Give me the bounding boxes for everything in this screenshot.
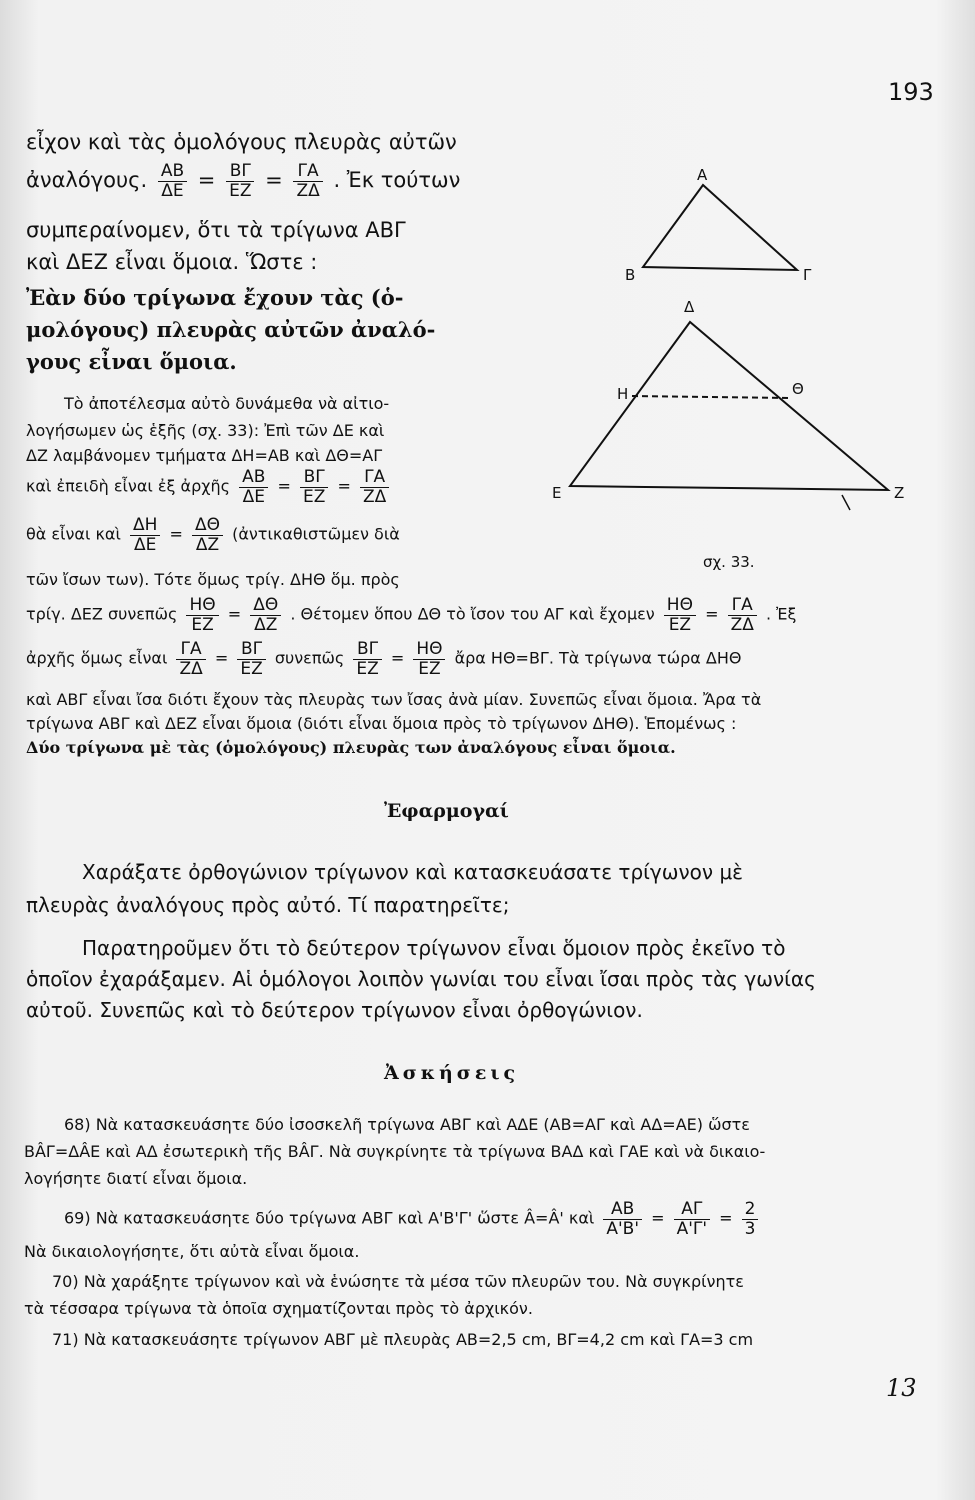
applications-heading: Ἐφαρμογαί [384, 800, 509, 822]
proof-line3: ΔΖ λαμβάνομεν τμήματα ΔΗ=ΑΒ καὶ ΔΘ=ΑΓ [26, 446, 383, 465]
theorem-line2: μολόγους) πλευρὰς αὐτῶν ἀναλό- [26, 317, 436, 342]
triangle-abg [643, 185, 797, 270]
theorem-line3: γους εἶναι ὅμοια. [26, 349, 237, 374]
applications-p1a: Χαράξατε ὀρθογώνιον τρίγωνον καὶ κατασκευάσατε τρίγωνον μὲ [82, 860, 743, 884]
exercise-68-line3: λογήσητε διατί εἶναι ὅμοια. [24, 1169, 248, 1188]
fraction-dh-de: $\frac{\Delta H}{\Delta E}$ [130, 516, 160, 554]
proof-line8: ἀρχῆς ὅμως εἶναι $\frac{\Gamma A}{Z\Delta}$ = $\frac{B\Gamma}{EZ}$ συνεπῶς $\frac{B\Gamma}{EZ}$ = $\frac{H\Theta}{EZ}$ ἄρα ΗΘ=ΒΓ. Τὰ τρίγωνα τώρα ΔΗΘ [26, 639, 742, 679]
fraction-ga-zd-2: $\frac{\Gamma A}{Z\Delta}$ [360, 468, 389, 506]
fraction-bg-ez-2: $\frac{B\Gamma}{EZ}$ [300, 468, 328, 506]
fraction-hth-ez-3: $\frac{H\Theta}{EZ}$ [413, 640, 445, 678]
label-TH: Θ [792, 380, 804, 398]
para1-line2: ἀναλόγους. $\frac{AB}{\Delta E}$ = $\frac{B\Gamma}{EZ}$ = $\frac{\Gamma A}{Z\Delta}$ . Ἐκ τούτων [26, 161, 461, 201]
fraction-ab-de: $\frac{AB}{\Delta E}$ [158, 162, 187, 200]
fraction-ab-de-2: $\frac{AB}{\Delta E}$ [239, 468, 268, 506]
label-G: Γ [803, 266, 812, 284]
label-Z: Ζ [894, 484, 905, 502]
label-D: Δ [684, 298, 695, 316]
label-E: Ε [552, 484, 562, 502]
figure-caption: σχ. 33. [703, 553, 755, 571]
para1-line1: εἶχον καὶ τὰς ὁμολόγους πλευρὰς αὐτῶν [26, 130, 457, 154]
fraction-2-3: $\frac{2}{3}$ [742, 1200, 759, 1238]
text-analogous: ἀναλόγους. [26, 168, 148, 193]
fraction-ag-a1g1: $\frac{A\Gamma}{A'\Gamma'}$ [674, 1200, 710, 1238]
proof-line1: Τὸ ἀποτέλεσμα αὐτὸ δυνάμεθα νὰ αἰτιο- [64, 394, 390, 413]
proof-conclusion: Δύο τρίγωνα μὲ τὰς (ὁμολόγους) πλευρὰς των ἀναλόγους εἶναι ὅμοια. [26, 738, 676, 757]
triangle-dez [570, 322, 888, 490]
label-B: Β [625, 266, 636, 284]
applications-p2c: αὐτοῦ. Συνεπῶς καὶ τὸ δεύτερον τρίγωνον εἶναι ὀρθογώνιον. [26, 998, 643, 1022]
applications-p2b: ὁποῖον ἐχαράξαμεν. Αἱ ὁμόλογοι λοιπὸν γωνίαι του εἶναι ἴσαι πρὸς τὰς γωνίας [26, 967, 816, 991]
exercise-70-line1: 70) Νὰ χαράξητε τρίγωνον καὶ νὰ ἑνώσητε τὰ μέσα τῶν πλευρῶν του. Νὰ συγκρίνητε [52, 1272, 744, 1291]
fraction-dth-dz-2: $\frac{\Delta\Theta}{\Delta Z}$ [250, 596, 281, 634]
applications-p1b: πλευρὰς ἀναλόγους πρὸς αὐτό. Τί παρατηρεῖτε; [26, 893, 510, 917]
exercises-heading: Ἀσκήσεις [384, 1062, 520, 1084]
fraction-dth-dz: $\frac{\Delta\Theta}{\Delta Z}$ [192, 516, 223, 554]
exercise-68-line1: 68) Νὰ κατασκευάσητε δύο ἰσοσκελῆ τρίγωνα ΑΒΓ καὶ ΑΔΕ (ΑΒ=ΑΓ καὶ ΑΔ=ΑΕ) ὥστε [64, 1115, 750, 1134]
fraction-bg-ez: $\frac{B\Gamma}{EZ}$ [226, 162, 254, 200]
fraction-bg-ez-3: $\frac{B\Gamma}{EZ}$ [237, 640, 265, 678]
segment-h-th [632, 396, 790, 398]
page-number: 193 [888, 78, 934, 106]
exercise-68-line2: ΒÂΓ=ΔÂΕ καὶ ΑΔ ἐσωτερικὴ τῆς ΒÂΓ. Νὰ συγκρίνητε τὰ τρίγωνα ΒΑΔ καὶ ΓΑΕ καὶ νὰ δικαιο- [24, 1142, 766, 1161]
fraction-hth-ez-2: $\frac{H\Theta}{EZ}$ [664, 596, 696, 634]
proof-line7: τρίγ. ΔΕΖ συνεπῶς $\frac{H\Theta}{EZ}$ = $\frac{\Delta\Theta}{\Delta Z}$ . Θέτομεν ὅπου ΔΘ τὸ ἴσον του ΑΓ καὶ ἔχομεν $\frac{H\Theta}{EZ}$ = $\frac{\Gamma A}{Z\Delta}$ . Ἐξ [26, 595, 797, 635]
proof-line5: θὰ εἶναι καὶ $\frac{\Delta H}{\Delta E}$ = $\frac{\Delta\Theta}{\Delta Z}$ (ἀντικαθιστῶμεν διὰ [26, 515, 400, 555]
proof-line2: λογήσωμεν ὡς ἑξῆς (σχ. 33): Ἐπὶ τῶν ΔΕ καὶ [26, 421, 385, 440]
proof-line4: καὶ ἐπειδὴ εἶναι ἐξ ἀρχῆς $\frac{AB}{\Delta E}$ = $\frac{B\Gamma}{EZ}$ = $\frac{\Gamma A}{Z\Delta}$ [26, 468, 393, 506]
fraction-bg-ez-4: $\frac{B\Gamma}{EZ}$ [353, 640, 381, 678]
fraction-ga-zd-4: $\frac{\Gamma A}{Z\Delta}$ [176, 640, 205, 678]
exercise-69-line1: 69) Νὰ κατασκευάσητε δύο τρίγωνα ΑΒΓ καὶ Α'Β'Γ' ὥστε Â=Â' καὶ $\frac{AB}{A'B'}$ = $\frac{A\Gamma}{A'\Gamma'}$ = $\frac{2}{3}$ [64, 1200, 762, 1238]
fraction-hth-ez: $\frac{H\Theta}{EZ}$ [186, 596, 218, 634]
para1-line4: καὶ ΔΕΖ εἶναι ὅμοια. Ὥστε : [26, 250, 318, 274]
proof-line6: τῶν ἴσων των). Τότε ὅμως τρίγ. ΔΗΘ ὅμ. πρὸς [26, 570, 400, 589]
para1-line3: συμπεραίνομεν, ὅτι τὰ τρίγωνα ΑΒΓ [26, 218, 406, 242]
fraction-ga-zd-3: $\frac{\Gamma A}{Z\Delta}$ [728, 596, 757, 634]
fraction-ab-a1b1: $\frac{AB}{A'B'}$ [603, 1200, 642, 1238]
exercise-70-line2: τὰ τέσσαρα τρίγωνα τὰ ὁποῖα σχηματίζονται πρὸς τὸ ἀρχικόν. [24, 1299, 533, 1318]
exercise-71: 71) Νὰ κατασκευάσητε τρίγωνον ΑΒΓ μὲ πλευρὰς ΑΒ=2,5 cm, ΒΓ=4,2 cm καὶ ΓΑ=3 cm [52, 1330, 754, 1349]
label-H: Η [617, 385, 629, 403]
theorem-line1: Ἐὰν δύο τρίγωνα ἔχουν τὰς (ὁ- [26, 285, 404, 310]
label-A: Α [697, 166, 708, 184]
proof-line10: τρίγωνα ΑΒΓ καὶ ΔΕΖ εἶναι ὅμοια (διότι εἶναι ὅμοια πρὸς τὸ τρίγωνον ΔΗΘ). Ἑπομένως : [26, 714, 737, 733]
applications-p2a: Παρατηροῦμεν ὅτι τὸ δεύτερον τρίγωνον εἶναι ὅμοιον πρὸς ἐκεῖνο τὸ [82, 936, 786, 960]
sheet-number: 13 [886, 1374, 917, 1402]
exercise-69-line2: Νὰ δικαιολογήσητε, ὅτι αὐτὰ εἶναι ὅμοια. [24, 1242, 360, 1261]
proof-line9: καὶ ΑΒΓ εἶναι ἴσα διότι ἔχουν τὰς πλευρὰς των ἴσας ἀνὰ μίαν. Συνεπῶς εἶναι ὅμοια. Ἄρα τὰ [26, 690, 762, 709]
fraction-ga-zd: $\frac{\Gamma A}{Z\Delta}$ [293, 162, 322, 200]
